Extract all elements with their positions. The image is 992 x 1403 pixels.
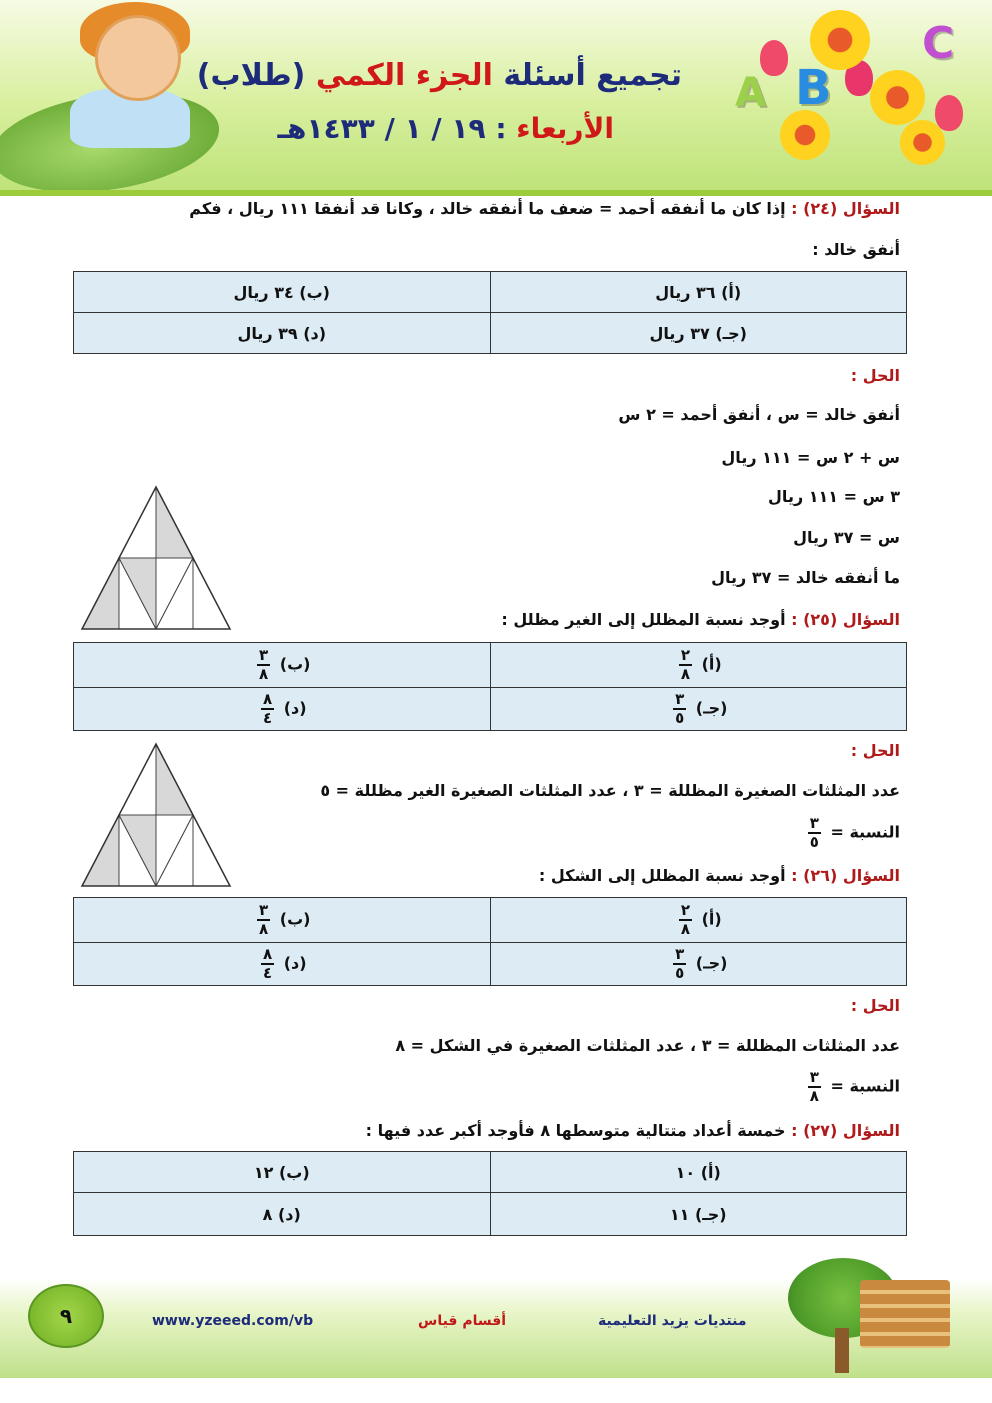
child-illustration-head	[95, 15, 181, 101]
bench-illustration	[860, 1280, 950, 1348]
q25-solution-ratio: النسبة = $\frac{٣}{٥}$	[809, 814, 900, 851]
q27-option-c[interactable]: (جـ) ١١	[490, 1193, 907, 1236]
triangle-figure-q25	[80, 485, 232, 633]
q26-option-a[interactable]: (أ) $\frac{٢}{٨}$	[490, 898, 907, 943]
q26-option-d[interactable]: (د) $\frac{٨}{٤}$	[74, 943, 491, 986]
fraction: $\frac{٨}{٤}$	[262, 690, 273, 727]
flower-decoration	[870, 70, 925, 125]
q27-option-a[interactable]: (أ) ١٠	[490, 1152, 907, 1193]
fraction: $\frac{٣}{٨}$	[809, 1068, 819, 1105]
q24-option-b[interactable]: (ب) ٣٤ ريال	[74, 272, 491, 313]
q25-option-d[interactable]: (د) $\frac{٨}{٤}$	[74, 688, 491, 731]
q27-option-b[interactable]: (ب) ١٢	[74, 1152, 491, 1193]
q25-option-b[interactable]: (ب) $\frac{٣}{٨}$	[74, 643, 491, 688]
q25-solution-line: عدد المثلثات الصغيرة المظللة = ٣ ، عدد المثلثات الصغيرة الغير مظللة = ٥	[320, 781, 900, 800]
page-footer	[0, 1258, 992, 1403]
q24-solution-line: س = ٣٧ ريال	[793, 528, 900, 547]
q24-text-line2: أنفق خالد :	[812, 240, 900, 259]
page-header-banner	[0, 0, 992, 196]
q24-solution-line: س + ٢ س = ١١١ ريال	[721, 448, 900, 467]
q26-solution-label: الحل :	[850, 996, 900, 1015]
q24-solution-line: ٣ س = ١١١ ريال	[768, 487, 900, 506]
flower-decoration	[780, 110, 830, 160]
letter-c-decoration: C	[922, 18, 955, 69]
q24-option-a[interactable]: (أ) ٣٦ ريال	[490, 272, 907, 313]
q27-option-d[interactable]: (د) ٨	[74, 1193, 491, 1236]
q27-options-table	[73, 1151, 907, 1236]
fraction: $\frac{٢}{٨}$	[680, 901, 690, 938]
footer-site-link[interactable]: www.yzeeed.com/vb	[152, 1313, 314, 1329]
q24-solution-line: ما أنفقه خالد = ٣٧ ريال	[711, 568, 900, 587]
fraction: $\frac{٨}{٤}$	[262, 945, 273, 982]
q25-solution-label: الحل :	[850, 741, 900, 760]
q27-text: السؤال (٢٧) : خمسة أعداد متتالية متوسطها ٨ فأوجد أكبر عدد فيها :	[365, 1121, 900, 1140]
page-date: الأربعاء : ١٩ / ١ / ١٤٣٣هـ	[277, 112, 614, 145]
footer-forum-name: منتديات يزيد التعليمية	[598, 1313, 747, 1329]
q26-options-table	[73, 897, 907, 986]
q26-solution-line: عدد المثلثات المظللة = ٣ ، عدد المثلثات الصغيرة في الشكل = ٨	[395, 1036, 900, 1055]
fraction: $\frac{٣}{٥}$	[809, 814, 819, 851]
q24-solution-label: الحل :	[850, 366, 900, 385]
q24-text: السؤال (٢٤) : إذا كان ما أنفقه أحمد = ضعف ما أنفقه خالد ، وكانا قد أنفقا ١١١ ريال ، فكم	[189, 199, 900, 218]
q25-option-c[interactable]: (جـ) $\frac{٣}{٥}$	[490, 688, 907, 731]
fraction: $\frac{٣}{٨}$	[259, 646, 269, 683]
q25-option-a[interactable]: (أ) $\frac{٢}{٨}$	[490, 643, 907, 688]
tree-trunk-illustration	[835, 1328, 849, 1373]
letter-a-decoration: A	[735, 70, 766, 116]
q25-text: السؤال (٢٥) : أوجد نسبة المظلل إلى الغير مظلل :	[501, 610, 900, 629]
q25-options-table	[73, 642, 907, 731]
q24-option-c[interactable]: (جـ) ٣٧ ريال	[490, 313, 907, 354]
q26-text: السؤال (٢٦) : أوجد نسبة المظلل إلى الشكل :	[538, 866, 900, 885]
fraction: $\frac{٣}{٨}$	[259, 901, 269, 938]
page-title: تجميع أسئلة الجزء الكمي (طلاب)	[196, 58, 682, 93]
letter-b-decoration: B	[795, 60, 832, 116]
page-number: ٩	[28, 1284, 104, 1348]
fraction: $\frac{٣}{٥}$	[675, 690, 685, 727]
tulip-decoration	[935, 95, 963, 131]
fraction: $\frac{٣}{٥}$	[675, 945, 685, 982]
fraction: $\frac{٢}{٨}$	[680, 646, 690, 683]
triangle-figure-q26	[80, 742, 232, 890]
q26-solution-ratio: النسبة = $\frac{٣}{٨}$	[809, 1068, 900, 1105]
q24-option-d[interactable]: (د) ٣٩ ريال	[74, 313, 491, 354]
q24-solution-line: أنفق خالد = س ، أنفق أحمد = ٢ س	[618, 405, 900, 424]
footer-section-link[interactable]: أقسام قياس	[418, 1313, 507, 1329]
q26-option-c[interactable]: (جـ) $\frac{٣}{٥}$	[490, 943, 907, 986]
flower-decoration	[900, 120, 945, 165]
q26-option-b[interactable]: (ب) $\frac{٣}{٨}$	[74, 898, 491, 943]
q24-options-table	[73, 271, 907, 354]
